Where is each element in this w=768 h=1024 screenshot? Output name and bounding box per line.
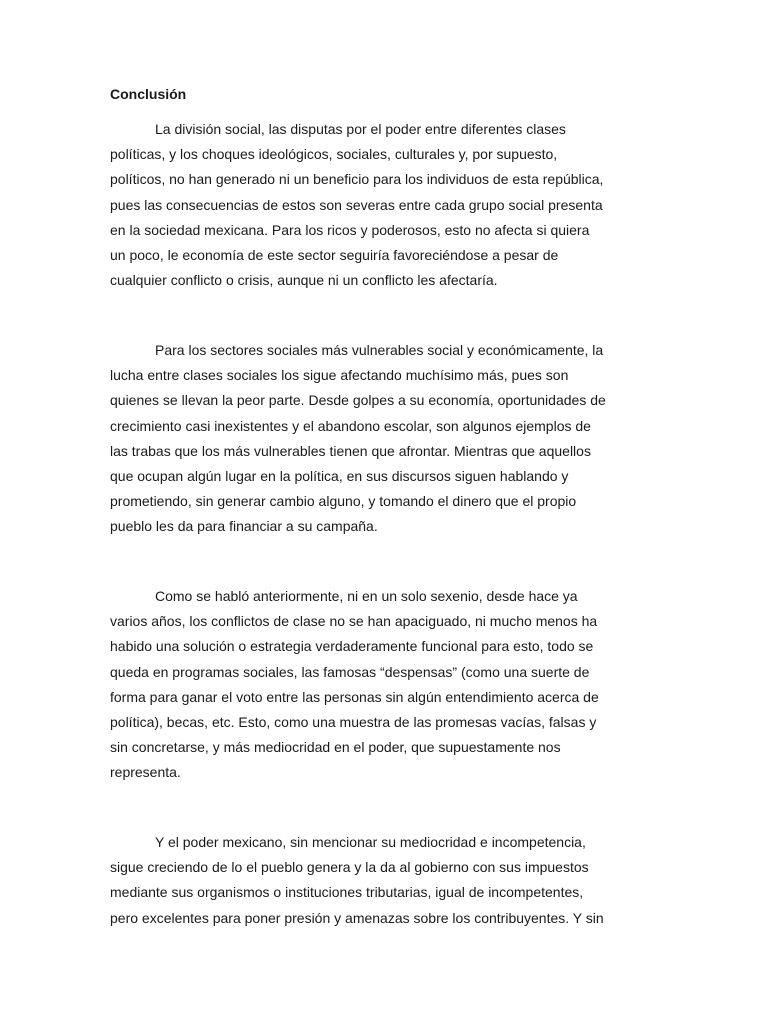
paragraph-line: en la sociedad mexicana. Para los ricos y poderosos, esto no afecta si quiera [110, 221, 590, 238]
paragraph-line: un poco, le economía de este sector seguiría favoreciéndose a pesar de [110, 246, 559, 263]
paragraph-line: pues las consecuencias de estos son severas entre cada grupo social presenta [110, 196, 603, 213]
paragraph-line: Para los sectores sociales más vulnerables social y económicamente, la [155, 342, 604, 358]
paragraph-line: políticas, y los choques ideológicos, sociales, culturales y, por supuesto, [110, 146, 558, 163]
paragraph-line: prometiendo, sin generar cambio alguno, y tomando el dinero que el propio [110, 493, 577, 510]
paragraph-line: mediante sus organismos o instituciones tributarias, igual de incompetentes, [110, 884, 584, 901]
paragraph-line: queda en programas sociales, las famosas “despensas” (como una suerte de [110, 663, 590, 680]
paragraph-line: Y el poder mexicano, sin mencionar su mediocridad e incompetencia, [155, 834, 586, 850]
paragraph-line: pero excelentes para poner presión y amenazas sobre los contribuyentes. Y sin [110, 909, 604, 926]
paragraph [110, 830, 670, 931]
paragraph-line: Como se habló anteriormente, ni en un solo sexenio, desde hace ya [155, 588, 578, 604]
paragraph-line: sin concretarse, y más mediocridad en el poder, que supuestamente nos [110, 739, 561, 756]
paragraph-line: La división social, las disputas por el poder entre diferentes clases [155, 121, 566, 137]
paragraph [110, 584, 670, 786]
paragraph-line: quienes se llevan la peor parte. Desde golpes a su economía, oportunidades de [110, 392, 606, 409]
paragraph-line: política), becas, etc. Esto, como una muestra de las promesas vacías, falsas y [110, 713, 597, 730]
paragraph [110, 338, 670, 540]
paragraph-line: políticos, no han generado ni un beneficio para los individuos de esta república, [110, 171, 604, 188]
paragraph-line: sigue creciendo de lo el pueblo genera y la da al gobierno con sus impuestos [110, 859, 589, 876]
paragraph-line: forma para ganar el voto entre las personas sin algún entendimiento acerca de [110, 688, 599, 705]
paragraph-line: varios años, los conflictos de clase no se han apaciguado, ni mucho menos ha [110, 613, 598, 630]
paragraph [110, 117, 670, 293]
paragraph-line: lucha entre clases sociales los sigue afectando muchísimo más, pues son [110, 367, 569, 384]
section-heading: Conclusión [110, 86, 187, 102]
paragraph-line: pueblo les da para financiar a su campaña. [110, 518, 378, 535]
paragraph-line: crecimiento casi inexistentes y el abandono escolar, son algunos ejemplos de [110, 417, 591, 434]
paragraph-line: las trabas que los más vulnerables tienen que afrontar. Mientras que aquellos [110, 442, 591, 459]
paragraph-line: que ocupan algún lugar en la política, en sus discursos siguen hablando y [110, 467, 569, 484]
paragraph-line: representa. [110, 764, 181, 781]
paragraph-line: habido una solución o estrategia verdaderamente funcional para esto, todo se [110, 638, 594, 655]
paragraph-line: cualquier conflicto o crisis, aunque ni un conflicto les afectaría. [110, 272, 498, 289]
